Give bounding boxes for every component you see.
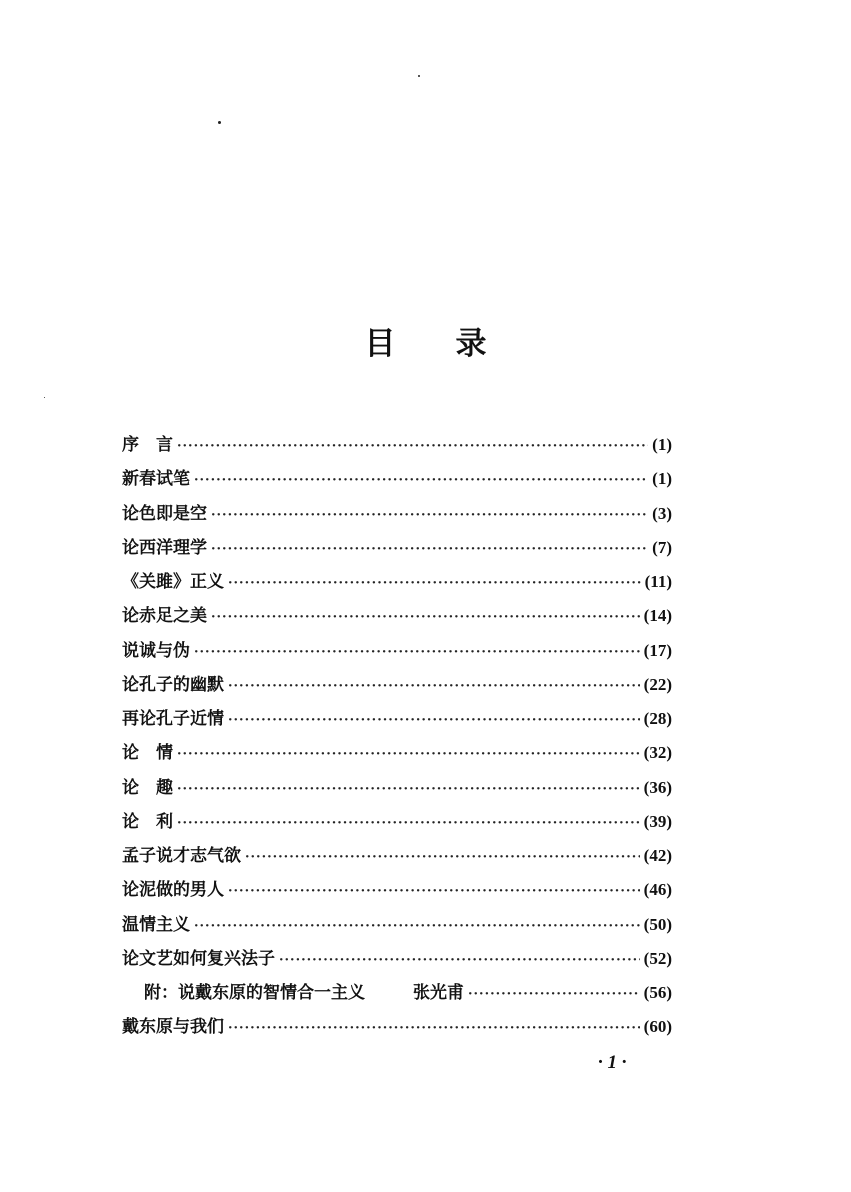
toc-entry[interactable] — [122, 497, 672, 531]
scan-speck — [218, 121, 221, 124]
toc-entry-title: 论 情 — [122, 743, 173, 764]
dot-leader — [211, 533, 648, 567]
toc-entry-page: (56) — [643, 983, 672, 1002]
toc-entry-page: (14) — [643, 606, 672, 626]
dot-leader — [211, 601, 640, 635]
toc-entry-title: 论西洋理学 — [122, 537, 207, 558]
toc-entry-title: 附：说戴东原的智情合一主义 — [144, 983, 365, 1003]
toc-entry-page: (22) — [643, 674, 672, 694]
toc-entry[interactable] — [122, 1010, 672, 1044]
toc-entry-title: 说诚与伪 — [122, 640, 190, 661]
toc-entry-title: 论色即是空 — [122, 503, 207, 524]
toc-entry-title: 孟子说才志气欲 — [122, 846, 241, 866]
toc-entry[interactable] — [122, 531, 672, 565]
toc-entry[interactable] — [122, 428, 672, 462]
toc-entry-title: 论 利 — [122, 811, 173, 832]
toc-entry[interactable] — [122, 462, 672, 496]
toc-entry-page: (17) — [643, 640, 672, 660]
toc-entry[interactable] — [122, 565, 672, 599]
dot-leader — [194, 464, 648, 498]
toc-entry[interactable] — [122, 634, 672, 668]
toc-entry[interactable] — [122, 668, 672, 702]
toc-entry-title: 再论孔子近情 — [122, 709, 224, 729]
dot-leader — [279, 944, 640, 978]
toc-entry[interactable] — [122, 839, 672, 873]
toc-entry[interactable] — [122, 942, 672, 976]
toc-entry-title: 论泥做的男人 — [122, 880, 224, 901]
toc-entry[interactable] — [122, 873, 672, 907]
dot-leader — [177, 430, 648, 464]
dot-leader — [228, 1012, 640, 1046]
toc-entry-page: (11) — [644, 572, 672, 591]
page-title-char-1: 目 — [364, 326, 396, 362]
toc-entry-title: 戴东原与我们 — [122, 1017, 224, 1038]
toc-entry-page: (50) — [643, 914, 672, 934]
toc-entry[interactable] — [122, 908, 672, 942]
toc-entry-page: (32) — [643, 743, 672, 763]
toc-entry[interactable] — [122, 805, 672, 839]
dot-leader — [177, 773, 640, 807]
page-title-char-2: 录 — [455, 326, 487, 362]
toc-entry-title: 论孔子的幽默 — [122, 674, 224, 695]
toc-entry-page: (3) — [652, 503, 672, 523]
toc-entry-title: 论文艺如何复兴法子 — [122, 948, 275, 969]
scan-speck — [418, 75, 420, 77]
toc-entry-title: 《关雎》正义 — [122, 572, 224, 592]
toc-entry-title: 论 趣 — [122, 777, 173, 798]
dot-leader — [211, 499, 648, 533]
toc-entry-title: 论赤足之美 — [122, 606, 207, 627]
dot-leader — [177, 738, 640, 772]
toc-entry-appendix[interactable] — [122, 976, 672, 1010]
dot-leader — [228, 704, 640, 738]
dot-leader — [228, 670, 640, 704]
toc-entry-page: (1) — [652, 469, 672, 489]
dot-leader — [228, 875, 640, 909]
toc-entry-page: (28) — [643, 709, 672, 728]
toc-entry-page: (7) — [652, 537, 672, 557]
toc-entry-title: 温情主义 — [122, 914, 190, 935]
toc-entry[interactable] — [122, 771, 672, 805]
toc-entry-page: (39) — [643, 811, 672, 831]
toc-entry-title: 序 言 — [122, 435, 173, 455]
dot-leader — [245, 841, 640, 875]
toc-entry-page: (42) — [643, 846, 672, 865]
toc-entry-page: (36) — [643, 777, 672, 797]
toc-entry-author: 张光甫 — [413, 983, 464, 1003]
dot-leader — [194, 636, 640, 670]
dot-leader — [177, 807, 640, 841]
toc-entry-page: (46) — [643, 880, 672, 900]
toc-entry-page: (52) — [643, 948, 672, 968]
scan-speck — [44, 397, 45, 398]
dot-leader — [468, 978, 640, 1012]
toc-entry[interactable] — [122, 702, 672, 736]
dot-leader — [228, 567, 641, 601]
page-number: · 1 · — [598, 1052, 627, 1073]
page-title — [0, 318, 851, 363]
toc-entry[interactable] — [122, 736, 672, 770]
table-of-contents — [122, 428, 672, 1045]
toc-entry-title: 新春试笔 — [122, 469, 190, 490]
dot-leader — [194, 910, 640, 944]
toc-entry-page: (1) — [652, 435, 672, 454]
toc-entry[interactable] — [122, 599, 672, 633]
toc-entry-page: (60) — [643, 1017, 672, 1037]
